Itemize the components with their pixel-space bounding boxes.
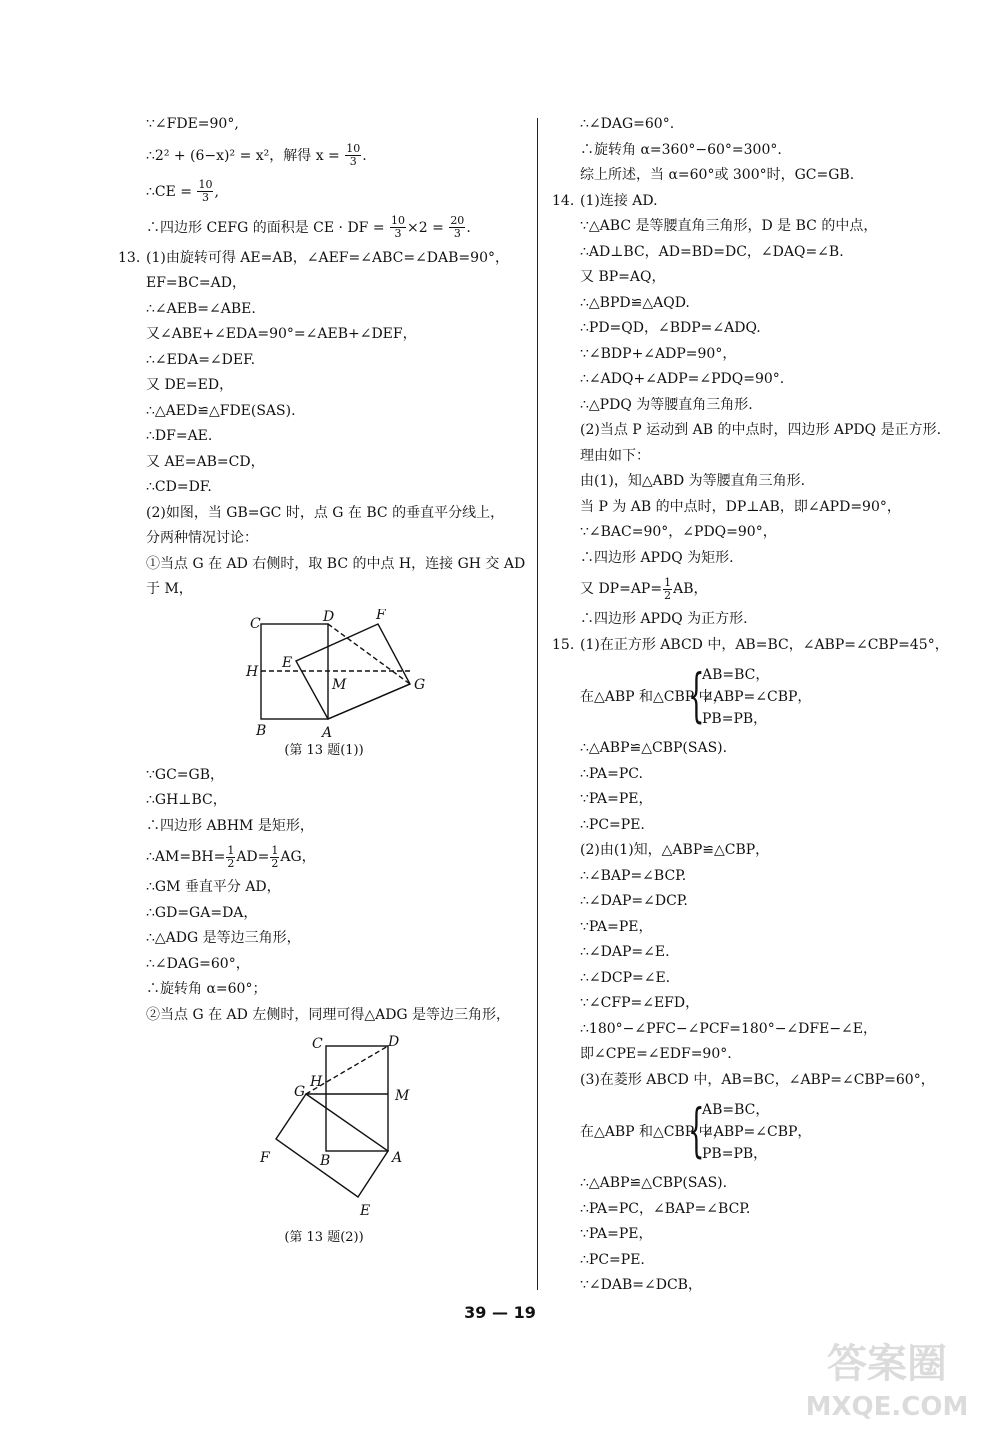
text-line: EF=BC=AD， bbox=[146, 275, 246, 291]
label-f: F bbox=[376, 608, 386, 623]
text-line: ∵PA=PE， bbox=[580, 1226, 653, 1242]
text-line: ∴∠EDA=∠DEF. bbox=[146, 351, 256, 368]
text-line: ∴CD=DF. bbox=[146, 479, 212, 495]
fraction: $\frac{20}{3}$ bbox=[450, 214, 465, 240]
text-line: ∵△ABC 是等腰直角三角形，D 是 BC 的中点， bbox=[580, 218, 878, 234]
text-line: ∴∠DAP=∠E. bbox=[580, 944, 670, 960]
text-line: 即∠CPE=∠EDF=90°. bbox=[580, 1046, 732, 1062]
brace-symbol: { bbox=[688, 661, 705, 729]
text-line: (2)如图，当 GB=GC 时，点 G 在 BC 的垂直平分线上， bbox=[146, 504, 505, 521]
watermark-logo bbox=[802, 1331, 972, 1427]
text-line-with-brace: 在△ABP 和△CBP 中， { AB=BC， ∠ABP=∠CBP， PB=PB， bbox=[552, 1093, 972, 1171]
fraction: $\frac{10}{3}$ bbox=[346, 142, 361, 168]
question-14-line: 14. (1)连接 AD. bbox=[552, 192, 658, 209]
text-line: ∵PA=PE， bbox=[580, 918, 653, 935]
text-line: ∴GH⊥BC， bbox=[146, 792, 227, 808]
text-line: ∴GM 垂直平分 AD， bbox=[146, 879, 281, 895]
text-line: ∴四边形 APDQ 为正方形. bbox=[580, 611, 748, 627]
question-15-line: 15. (1)在正方形 ABCD 中，AB=BC，∠ABP=∠CBP=45°， bbox=[552, 636, 949, 653]
question-13-line: 13. (1)由旋转可得 AE=AB，∠AEF=∠ABC=∠DAB=90°， bbox=[118, 249, 509, 266]
text-line: ②当点 G 在 AD 左侧时，同理可得△ADG 是等边三角形， bbox=[146, 1006, 511, 1023]
fraction: $\frac{1}{2}$ bbox=[664, 575, 672, 602]
text-line: ∴△AED≌△FDE(SAS). bbox=[146, 402, 296, 419]
figure-caption: (第 13 题(1)) bbox=[284, 742, 364, 758]
text-line: ∵GC=GB， bbox=[146, 766, 225, 783]
text-line: ∴∠DAG=60°， bbox=[146, 955, 250, 972]
condition-line: PB=PB， bbox=[702, 711, 768, 727]
condition-line: PB=PB， bbox=[702, 1146, 768, 1162]
text-line: ∴PC=PE. bbox=[580, 816, 645, 833]
right-column bbox=[552, 112, 972, 1299]
column-divider bbox=[537, 118, 538, 1290]
text-line: ∵∠BAC=90°，∠PDQ=90°， bbox=[580, 524, 777, 540]
condition-line: ∠ABP=∠CBP， bbox=[702, 689, 812, 705]
rectangle-aefg bbox=[276, 1094, 388, 1197]
text-line: 于 M， bbox=[146, 581, 193, 597]
text-line: 理由如下： bbox=[580, 447, 650, 464]
text-line: ∴∠ADQ+∠ADP=∠PDQ=90°. bbox=[580, 371, 785, 387]
fraction: $\frac{10}{3}$ bbox=[391, 214, 406, 240]
text-line: ∴AM=BH= $\frac{1}{2}$ AD= $\frac{1}{2}$ AG， bbox=[146, 843, 316, 870]
watermark-url: MXQE.COM bbox=[805, 1392, 969, 1422]
text-line: ∴PA=PC. bbox=[580, 765, 643, 782]
label-f: F bbox=[260, 1150, 270, 1166]
brace-symbol: { bbox=[688, 1096, 705, 1164]
text-line: ∴180°−∠PFC−∠PCF=180°−∠DFE−∠E， bbox=[580, 1020, 877, 1037]
figure-13-2-diagram bbox=[118, 1034, 530, 1224]
label-a: A bbox=[392, 1150, 403, 1166]
page-number: 39 — 19 bbox=[464, 1303, 536, 1322]
text-line: ∵∠FDE=90°, bbox=[146, 116, 239, 132]
condition-line: AB=BC， bbox=[702, 667, 770, 683]
figure-13-1-diagram bbox=[118, 609, 530, 759]
text-line: 综上所述，当 α=60°或 300°时，GC=GB. bbox=[580, 167, 855, 183]
label-c: C bbox=[250, 615, 261, 632]
text-line: ∴旋转角 α=60°； bbox=[146, 981, 267, 997]
label-d: D bbox=[323, 608, 335, 625]
text-line: ∴∠AEB=∠ABE. bbox=[146, 300, 256, 317]
text-line: ∴△ABP≌△CBP(SAS). bbox=[580, 740, 728, 756]
square-abcd bbox=[326, 1046, 388, 1151]
condition-line: ∠ABP=∠CBP， bbox=[702, 1124, 812, 1140]
text-line: ∴CE = $\frac{10}{3}$ , bbox=[146, 178, 219, 204]
text-line: ∴△ABP≌△CBP(SAS). bbox=[580, 1175, 728, 1191]
text-line: ∴2² + (6−x)² = x²，解得 x = $\frac{10}{3}$ . bbox=[146, 142, 367, 168]
label-d: D bbox=[388, 1034, 400, 1050]
watermark-text: 答案圈 bbox=[827, 1341, 947, 1387]
left-column bbox=[118, 112, 530, 1253]
label-g: G bbox=[294, 1084, 306, 1100]
text-line: ∴AD⊥BC，AD=BD=DC，∠DAQ=∠B. bbox=[580, 243, 844, 260]
text-line: ∴旋转角 α=360°−60°=300°. bbox=[580, 141, 782, 158]
label-h: H bbox=[246, 663, 259, 680]
text-line: ∴PC=PE. bbox=[580, 1251, 645, 1268]
text-line: (3)在菱形 ABCD 中，AB=BC，∠ABP=∠CBP=60°， bbox=[580, 1071, 935, 1088]
label-g: G bbox=[414, 676, 426, 693]
text-line: 当 P 为 AB 的中点时，DP⊥AB，即∠APD=90°， bbox=[580, 498, 901, 515]
text-line: 由(1)，知△ABD 为等腰直角三角形. bbox=[580, 473, 806, 489]
text-line: ∴∠DCP=∠E. bbox=[580, 969, 671, 986]
text-line: ∴△ADG 是等边三角形， bbox=[146, 930, 301, 946]
text-line: ∵PA=PE， bbox=[580, 791, 653, 807]
text-line: ∵∠BDP+∠ADP=90°， bbox=[580, 345, 737, 362]
text-line: ∴∠BAP=∠BCP. bbox=[580, 867, 687, 884]
label-m: M bbox=[332, 676, 347, 693]
label-e: E bbox=[360, 1203, 371, 1219]
text-line: ∴DF=AE. bbox=[146, 428, 213, 444]
figure-caption: (第 13 题(2)) bbox=[284, 1230, 364, 1245]
label-c: C bbox=[312, 1036, 323, 1052]
brace-conditions bbox=[702, 664, 902, 730]
text-line: 又∠ABE+∠EDA=90°=∠AEB+∠DEF， bbox=[146, 326, 417, 342]
text-line: (2)由(1)知，△ABP≌△CBP， bbox=[580, 842, 770, 858]
label-a: A bbox=[322, 724, 333, 741]
text-line: 分两种情况讨论： bbox=[146, 530, 258, 546]
text-line: ∴四边形 ABHM 是矩形， bbox=[146, 817, 314, 834]
fraction: $\frac{1}{2}$ bbox=[271, 843, 279, 870]
figure-13-2 bbox=[118, 1034, 530, 1249]
text-line: ∴四边形 CEFG 的面积是 CE · DF = $\frac{10}{3}$ ×2 = $\frac{20}{3}$ . bbox=[146, 214, 471, 240]
text-line: ∴PA=PC，∠BAP=∠BCP. bbox=[580, 1200, 751, 1217]
fraction: $\frac{10}{3}$ bbox=[198, 178, 213, 204]
text-line: ∴△BPD≌△AQD. bbox=[580, 294, 690, 311]
text-line: ∵∠DAB=∠DCB， bbox=[580, 1277, 702, 1293]
text-line: ∴∠DAP=∠DCP. bbox=[580, 893, 688, 909]
condition-line: AB=BC， bbox=[702, 1102, 770, 1118]
brace-conditions bbox=[702, 1099, 902, 1165]
text-line: 又 DE=ED， bbox=[146, 377, 234, 393]
text-line: ∴GD=GA=DA， bbox=[146, 904, 258, 921]
text-line: 又 AE=AB=CD， bbox=[146, 453, 265, 470]
text-line: ∴PD=QD，∠BDP=∠ADQ. bbox=[580, 320, 761, 336]
figure-13-1 bbox=[118, 609, 530, 759]
text-line: ①当点 G 在 AD 右侧时，取 BC 的中点 H，连接 GH 交 AD bbox=[146, 555, 526, 572]
dashed-line-dg bbox=[328, 624, 410, 684]
fraction: $\frac{1}{2}$ bbox=[227, 843, 235, 870]
label-b: B bbox=[256, 722, 267, 739]
text-line: ∴△PDQ 为等腰直角三角形. bbox=[580, 396, 753, 413]
label-b: B bbox=[320, 1153, 331, 1169]
text-line-with-brace: 在△ABP 和△CBP 中， { AB=BC， ∠ABP=∠CBP， PB=PB， bbox=[552, 658, 972, 736]
text-line: (2)当点 P 运动到 AB 的中点时，四边形 APDQ 是正方形. bbox=[580, 422, 942, 438]
label-e: E bbox=[282, 654, 293, 671]
text-line: 又 DP=AP= $\frac{1}{2}$ AB， bbox=[580, 575, 708, 602]
text-line: ∴四边形 APDQ 为矩形. bbox=[580, 549, 734, 566]
text-line: ∴∠DAG=60°. bbox=[580, 116, 675, 132]
text-line: 又 BP=AQ， bbox=[580, 269, 666, 285]
label-m: M bbox=[395, 1088, 410, 1104]
label-h: H bbox=[310, 1074, 323, 1090]
text-line: ∵∠CFP=∠EFD， bbox=[580, 995, 700, 1011]
